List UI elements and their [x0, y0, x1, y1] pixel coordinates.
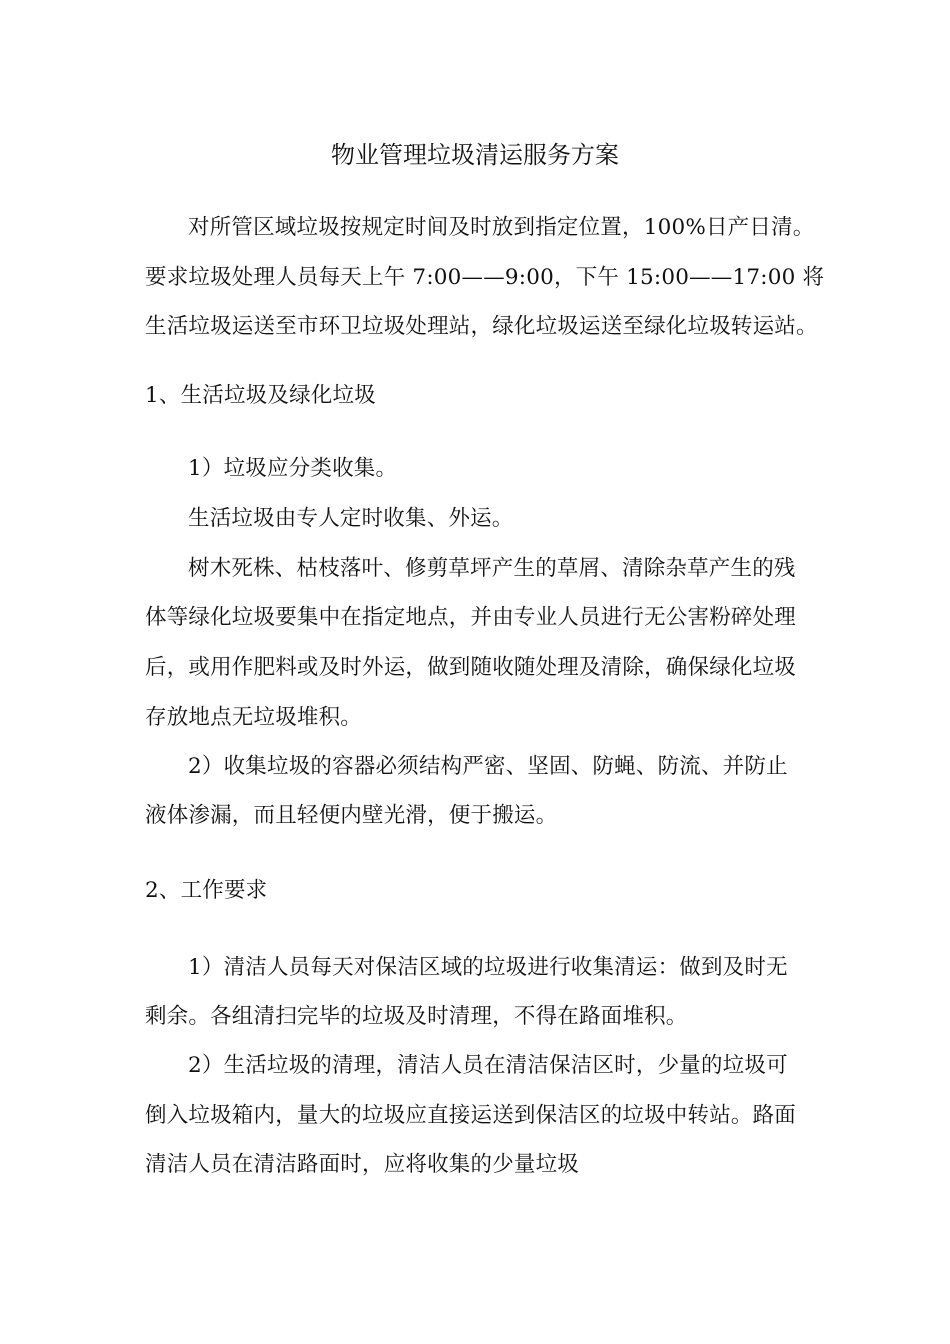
paragraph-line: 1）清洁人员每天对保洁区域的垃圾进行收集清运：做到及时无: [188, 955, 788, 980]
section-heading: 1、生活垃圾及绿化垃圾: [145, 383, 376, 408]
paragraph-line: 液体渗漏，而且轻便内壁光滑，便于搬运。: [145, 803, 558, 828]
paragraph-line: 对所管区域垃圾按规定时间及时放到指定位置，100%日产日清。: [188, 215, 815, 240]
paragraph-line: 要求垃圾处理人员每天上午 7:00——9:00，下午 15:00——17:00 将: [145, 265, 825, 290]
paragraph-line: 剩余。各组清扫完毕的垃圾及时清理，不得在路面堆积。: [145, 1004, 688, 1029]
paragraph-line: 体等绿化垃圾要集中在指定地点，并由专业人员进行无公害粉碎处理: [145, 605, 797, 630]
section-heading: 2、工作要求: [145, 878, 268, 903]
paragraph-line: 1）垃圾应分类收集。: [188, 456, 398, 481]
paragraph-line: 2）收集垃圾的容器必须结构严密、坚固、防蝇、防流、并防止: [188, 754, 788, 779]
paragraph-line: 后，或用作肥料或及时外运，做到随收随处理及清除，确保绿化垃圾: [145, 655, 797, 680]
paragraph-line: 生活垃圾运送至市环卫垃圾处理站，绿化垃圾运送至绿化垃圾转运站。: [145, 314, 818, 339]
paragraph-line: 清洁人员在清洁路面时，应将收集的少量垃圾: [145, 1152, 580, 1177]
document-title: 物业管理垃圾清运服务方案: [331, 141, 619, 169]
paragraph-line: 存放地点无垃圾堆积。: [145, 705, 363, 730]
paragraph-line: 2）生活垃圾的清理，清洁人员在清洁保洁区时，少量的垃圾可: [188, 1053, 788, 1078]
paragraph-line: 倒入垃圾箱内，量大的垃圾应直接运送到保洁区的垃圾中转站。路面: [145, 1103, 797, 1128]
paragraph-line: 树木死株、枯枝落叶、修剪草坪产生的草屑、清除杂草产生的残: [188, 556, 796, 581]
paragraph-line: 生活垃圾由专人定时收集、外运。: [188, 506, 514, 531]
